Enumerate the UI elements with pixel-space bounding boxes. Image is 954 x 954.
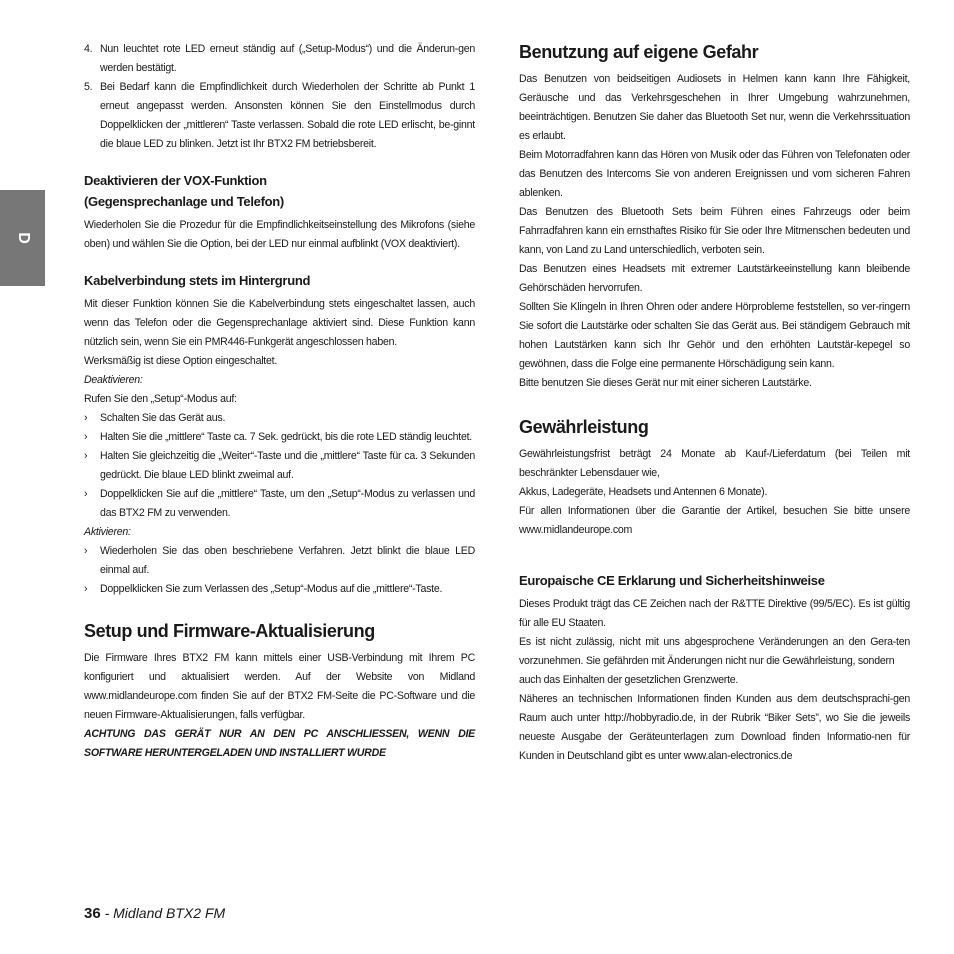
page-footer <box>84 905 225 922</box>
deactivate-list <box>84 409 475 523</box>
cable-text: Mit dieser Funktion können Sie die Kabelverbindung stets eingeschaltet lassen, auch wenn das Telefon oder die Gegensprechanlage aktiviert sind. Diese Funktion kann nützlich sein, wenn Sie ein PMR446-Funkgerät angeschlossen haben. <box>84 298 475 348</box>
warranty-heading: Gewährleistung <box>519 417 649 437</box>
warranty-paragraph: Akkus, Ladegeräte, Headsets und Antennen 6 Monate). <box>519 486 768 498</box>
activate-label: Aktivieren: <box>84 526 131 538</box>
warranty-paragraph: Gewährleistungsfrist beträgt 24 Monate ab Kauf-/Lieferdatum (bei Teilen mit beschränkter Lebensdauer wie, <box>519 448 910 479</box>
vox-text: Wiederholen Sie die Prozedur für die Empfindlichkeitseinstellung des Mikrofons (siehe oben) und wählen Sie die Option, bei der LED nur einmal aufblinkt (VOX deaktiviert). <box>84 219 475 250</box>
activate-list <box>84 542 475 599</box>
language-tab-letter: D <box>14 232 32 244</box>
firmware-warning: ACHTUNG DAS GERÄT NUR AN DEN PC ANSCHLIESSEN, WENN DIE SOFTWARE HERUNTERGELADEN UND INSTALLIERT WURDE <box>84 728 475 759</box>
cable-heading: Kabelverbindung stets im Hintergrund <box>84 273 311 288</box>
ce-paragraph: Dieses Produkt trägt das CE Zeichen nach der R&TTE Direktive (99/5/EC). Es ist gültig für alle EU Staaten. <box>519 598 910 629</box>
firmware-text: Die Firmware Ihres BTX2 FM kann mittels einer USB-Verbindung mit Ihrem PC konfiguriert und aktualisiert werden. Auf der Website von Midland www.midlandeurope.com finden Sie auf der BTX2 FM-Seite die PC-Software und die neuen Firmware-Aktualisierungen, falls verfügbar. <box>84 652 475 721</box>
risk-paragraph: Bitte benutzen Sie dieses Gerät nur mit einer sicheren Lautstärke. <box>519 377 812 389</box>
list-item: › Halten Sie die „mittlere“ Taste ca. 7 Sek. gedrückt, bis die rote LED ständig leuchtet. <box>84 428 475 447</box>
risk-paragraph: Beim Motorradfahren kann das Hören von Musik oder das Führen von Telefonaten oder das Benutzen des Intercoms Sie von anderen Ereignissen und vom sicheren Fahren ablenken. <box>519 149 910 199</box>
risk-paragraph: Sollten Sie Klingeln in Ihren Ohren oder andere Hörprobleme feststellen, so ver-ringern Sie sofort die Lautstärke oder schalten Sie das Gerät aus. Bei ständigem Gebrauch mit hohen Lautstärken kann sich Ihr Gehör und den erhöhten Lautstär-kepegel so gewöhnen, dass die Folge eine permanente Hörschädigung sein kann. <box>519 301 910 370</box>
bullet-icon: › <box>84 431 88 443</box>
bullet-icon: › <box>84 545 88 557</box>
risk-heading: Benutzung auf eigene Gefahr <box>519 42 759 62</box>
language-tab <box>0 190 45 286</box>
list-item: › Schalten Sie das Gerät aus. <box>84 409 475 428</box>
bullet-icon: › <box>84 583 88 595</box>
risk-paragraph: Das Benutzen des Bluetooth Sets beim Führen eines Fahrzeugs oder beim Fahrradfahren kann ein ernsthaftes Risiko für Sie oder Ihre Mitmenschen bedeuten und kann, von Land zu Land unterschiedlich, verboten sein. <box>519 206 910 256</box>
list-item: 5. Bei Bedarf kann die Empfindlichkeit durch Wiederholen der Schritte ab Punkt 1 erneut angepasst werden. Ansonsten können Sie den Einstellmodus durch Doppelklicken der „mittleren“ Taste verlassen. Sobald die rote LED erlischt, be-ginnt die blaue LED zu blinken. Jetzt ist Ihr BTX2 FM betriebsbereit. <box>84 81 475 150</box>
ce-paragraph: auch das Einhalten der gesetzlichen Grenzwerte. <box>519 674 739 686</box>
vox-heading: Deaktivieren der VOX-Funktion <box>84 173 267 188</box>
risk-paragraph: Das Benutzen eines Headsets mit extremer Lautstärkeeinstellung kann bleibende Gehörschäden hervorrufen. <box>519 263 910 294</box>
steps-list <box>84 40 475 154</box>
warranty-paragraph: Für allen Informationen über die Garantie der Artikel, besuchen Sie bitte unsere www.midlandeurope.com <box>519 505 910 536</box>
product-name: - Midland BTX2 FM <box>104 905 226 921</box>
cable-default: Werksmäßig ist diese Option eingeschaltet. <box>84 355 278 367</box>
list-item: › Doppelklicken Sie auf die „mittlere“ Taste, um den „Setup“-Modus zu verlassen und das BTX2 FM zu verwenden. <box>84 485 475 523</box>
bullet-icon: › <box>84 412 88 424</box>
deactivate-intro: Rufen Sie den „Setup“-Modus auf: <box>84 393 237 405</box>
ce-heading: Europaische CE Erklarung und Sicherheitshinweise <box>519 573 825 588</box>
ce-paragraph: Näheres an technischen Informationen finden Kunden aus dem deutschsprachi-gen Raum auch unter http://hobbyradio.de, in der Rubrik “Biker Sets”, wo Sie die jeweils neueste Ausgabe der Geräteunterlagen zum Download finden Informatio-nen für Kunden in Deutschland gibt es unter www.alan-electronics.de <box>519 693 910 762</box>
page-number: 36 <box>84 905 101 922</box>
list-item: 4. Nun leuchtet rote LED erneut ständig auf („Setup-Modus“) und die Änderun-gen werden bestätigt. <box>84 43 475 74</box>
deactivate-label: Deaktivieren: <box>84 374 143 386</box>
list-item: › Wiederholen Sie das oben beschriebene Verfahren. Jetzt blinkt die blaue LED einmal auf. <box>84 542 475 580</box>
list-item: › Halten Sie gleichzeitig die „Weiter“-Taste und die „mittlere“ Taste für ca. 3 Sekunden gedrückt. Die blaue LED blinkt zweimal auf. <box>84 447 475 485</box>
ce-paragraph: Es ist nicht zulässig, nicht mit uns abgesprochene Veränderungen an den Gera-ten vorzunehmen. Sie gefährden mit Änderungen nicht nur die Gewährleistung, sondern <box>519 636 910 667</box>
list-item: › Doppelklicken Sie zum Verlassen des „Setup“-Modus auf die „mittlere“-Taste. <box>84 580 475 599</box>
bullet-icon: › <box>84 450 88 462</box>
vox-subheading: (Gegensprechanlage und Telefon) <box>84 194 284 209</box>
risk-paragraph: Das Benutzen von beidseitigen Audiosets in Helmen kann kann Ihre Fähigkeit, Geräusche und das Verkehrsgeschehen in Ihrer Umgebung wahrzunehmen, beeinträchtigen. Benutzen Sie daher das Bluetooth Set nur, wenn die Verkehrssituation es erlaubt. <box>519 73 910 142</box>
firmware-heading: Setup und Firmware-Aktualisierung <box>84 621 375 641</box>
left-column <box>84 40 475 763</box>
right-column <box>519 40 910 766</box>
bullet-icon: › <box>84 488 88 500</box>
